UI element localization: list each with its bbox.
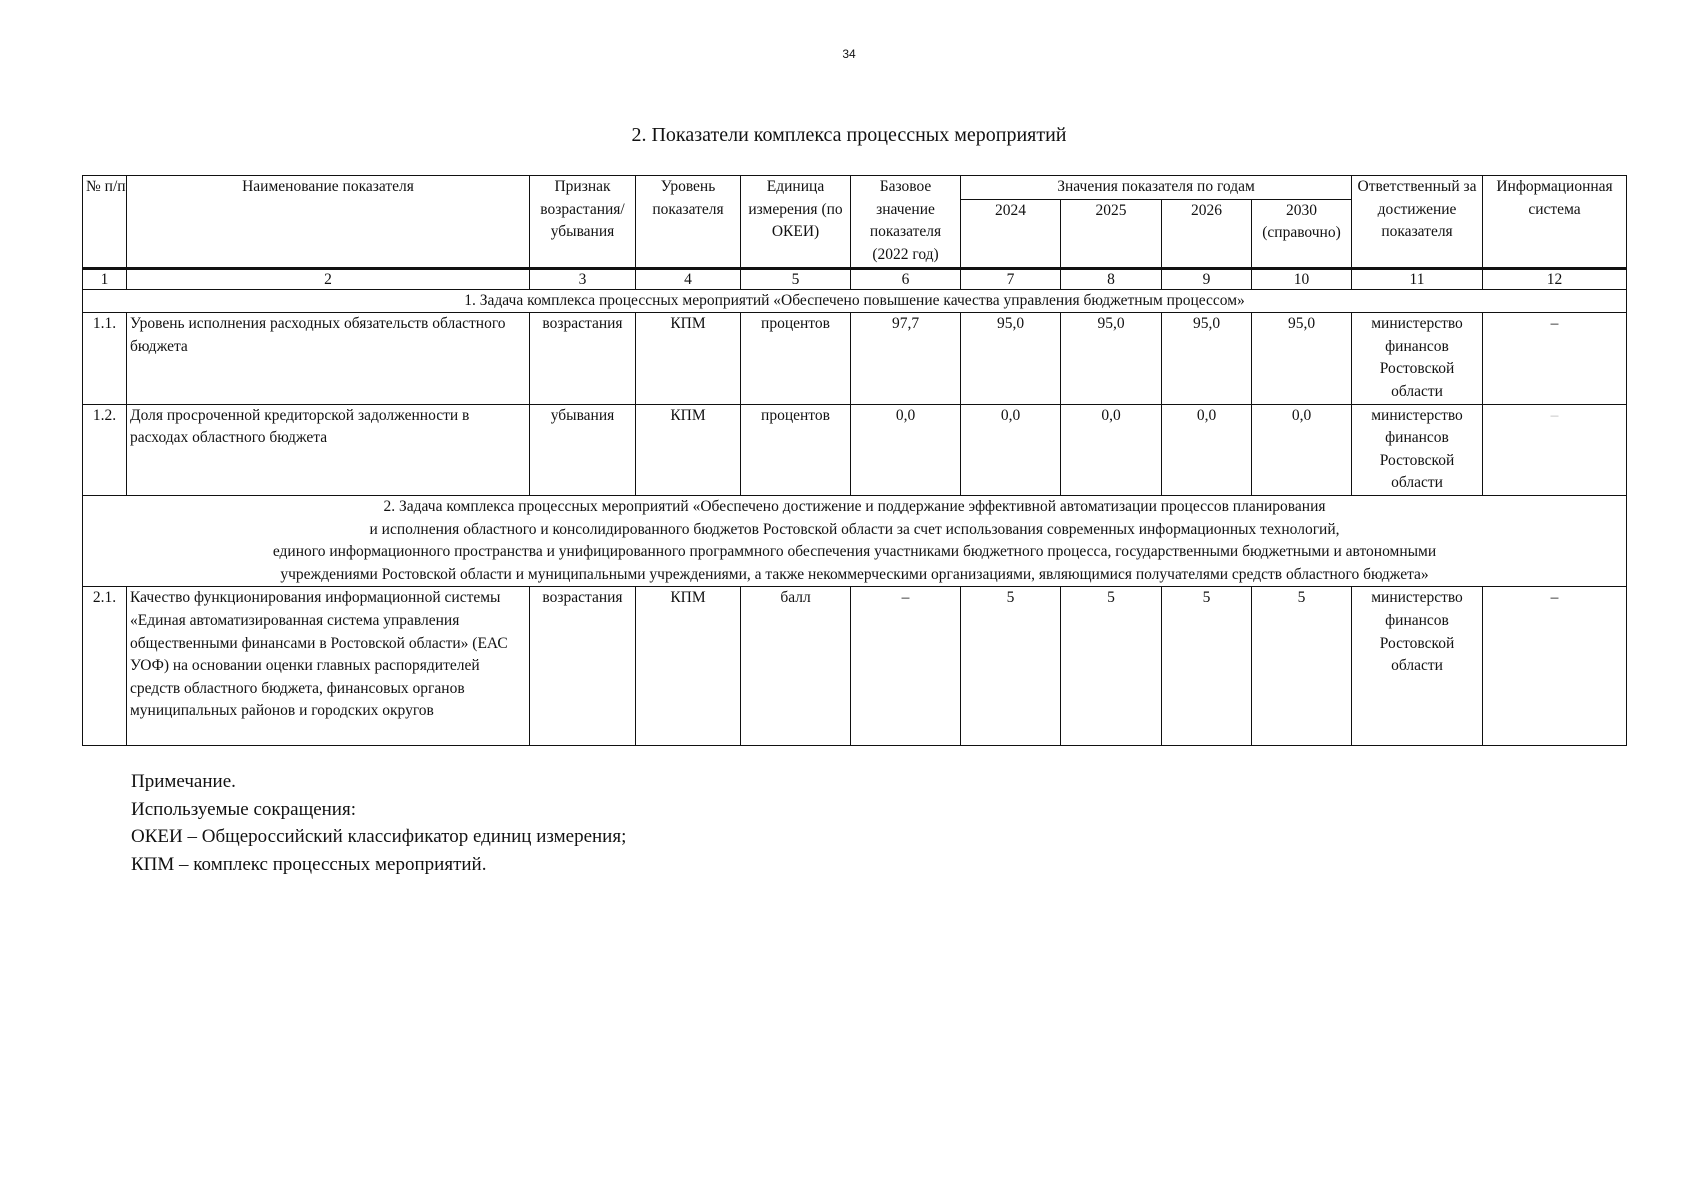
header-base: Базовое значение показателя (2022 год) (851, 176, 961, 269)
header-no: № п/п (83, 176, 127, 269)
column-number: 10 (1252, 268, 1352, 289)
row-base: 97,7 (851, 313, 961, 404)
table-row (83, 587, 1627, 746)
row-value-2024: 0,0 (961, 404, 1061, 495)
header-name: Наименование показателя (127, 176, 530, 269)
table-row (83, 313, 1627, 404)
page-number: 34 (842, 47, 856, 61)
column-number-row (83, 268, 1627, 289)
abbreviations-heading: Используемые сокращения: (131, 798, 356, 820)
column-number: 8 (1061, 268, 1162, 289)
row-unit: процентов (741, 404, 851, 495)
row-sign: возрастания (530, 313, 636, 404)
column-number: 2 (127, 268, 530, 289)
task-2-title-line: учреждениями Ростовской области и муниципальными учреждениями, а также некоммерческими организациями, являющимися получателями средств областного бюджета» (280, 565, 1429, 583)
abbreviation-okei: ОКЕИ – Общероссийский классификатор единиц измерения; (131, 826, 627, 848)
column-number: 6 (851, 268, 961, 289)
row-responsible: министерство финансов Ростовской области (1352, 313, 1483, 404)
row-value-2030: 95,0 (1252, 313, 1352, 404)
section-title: 2. Показатели комплекса процессных мероприятий (631, 124, 1067, 146)
row-no: 1.2. (83, 404, 127, 495)
row-level: КПМ (636, 587, 741, 746)
table-row (83, 404, 1627, 495)
header-year-2025: 2025 (1061, 199, 1162, 268)
task-2-title-line: и исполнения областного и консолидированного бюджетов Ростовской области за счет использования современных информационных технологий, (369, 520, 1340, 538)
task-2-row (83, 495, 1627, 586)
task-2-title (83, 495, 1627, 586)
row-value-2025: 5 (1061, 587, 1162, 746)
row-unit: процентов (741, 313, 851, 404)
row-name: Доля просроченной кредиторской задолженности в расходах областного бюджета (127, 404, 530, 495)
note-heading: Примечание. (131, 771, 236, 792)
header-values-group: Значения показателя по годам (961, 176, 1352, 200)
note-block (131, 768, 626, 879)
row-value-2024: 95,0 (961, 313, 1061, 404)
column-number: 4 (636, 268, 741, 289)
header-year-2026: 2026 (1162, 199, 1252, 268)
row-level: КПМ (636, 313, 741, 404)
row-no: 2.1. (83, 587, 127, 746)
task-2-title-line: единого информационного пространства и унифицированного программного обеспечения участниками бюджетного процесса, государственными бюджетными и автономными (272, 543, 1437, 561)
row-value-2025: 0,0 (1061, 404, 1162, 495)
row-name: Уровень исполнения расходных обязательств областного бюджета (127, 313, 530, 404)
row-value-2026: 95,0 (1162, 313, 1252, 404)
header-sign: Признак возрастания/ убывания (530, 176, 636, 269)
row-sign: возрастания (530, 587, 636, 746)
row-info-system: – (1483, 313, 1627, 404)
column-number: 12 (1483, 268, 1627, 289)
column-number: 11 (1352, 268, 1483, 289)
column-number: 7 (961, 268, 1061, 289)
row-sign: убывания (530, 404, 636, 495)
row-info-system: – (1483, 587, 1627, 746)
header-year-2024: 2024 (961, 199, 1061, 268)
row-no: 1.1. (83, 313, 127, 404)
row-level: КПМ (636, 404, 741, 495)
row-value-2030: 0,0 (1252, 404, 1352, 495)
row-unit: балл (741, 587, 851, 746)
task-1-title: 1. Задача комплекса процессных мероприятий «Обеспечено повышение качества управления бюджетным процессом» (83, 289, 1627, 313)
header-responsible: Ответственный за достижение показателя (1352, 176, 1483, 269)
column-number: 9 (1162, 268, 1252, 289)
task-1-row (83, 289, 1627, 313)
row-value-2026: 5 (1162, 587, 1252, 746)
header-row (83, 176, 1627, 200)
abbreviation-kpm: КПМ – комплекс процессных мероприятий. (131, 854, 487, 876)
indicators-table (82, 175, 1627, 746)
row-value-2026: 0,0 (1162, 404, 1252, 495)
row-name: Качество функционирования информационной системы «Единая автоматизированная система управления общественными финансами в Ростовской области» (ЕАС УОФ) на основании оценки главных распорядителей средств областного бюджета, финансовых органов муниципальных районов и городских округов (127, 587, 530, 746)
row-value-2025: 95,0 (1061, 313, 1162, 404)
row-value-2030: 5 (1252, 587, 1352, 746)
header-year-2030: 2030 (справочно) (1252, 199, 1352, 268)
row-value-2024: 5 (961, 587, 1061, 746)
column-number: 5 (741, 268, 851, 289)
row-info-system: – (1483, 404, 1627, 495)
column-number: 1 (83, 268, 127, 289)
row-base: – (851, 587, 961, 746)
row-base: 0,0 (851, 404, 961, 495)
row-responsible: министерство финансов Ростовской области (1352, 404, 1483, 495)
header-unit: Единица измерения (по ОКЕИ) (741, 176, 851, 269)
row-responsible: министерство финансов Ростовской области (1352, 587, 1483, 746)
header-info-system: Информационная система (1483, 176, 1627, 269)
header-level: Уровень показателя (636, 176, 741, 269)
column-number: 3 (530, 268, 636, 289)
task-2-title-line: 2. Задача комплекса процессных мероприятий «Обеспечено достижение и поддержание эффективной автоматизации процессов планирования (383, 497, 1326, 515)
